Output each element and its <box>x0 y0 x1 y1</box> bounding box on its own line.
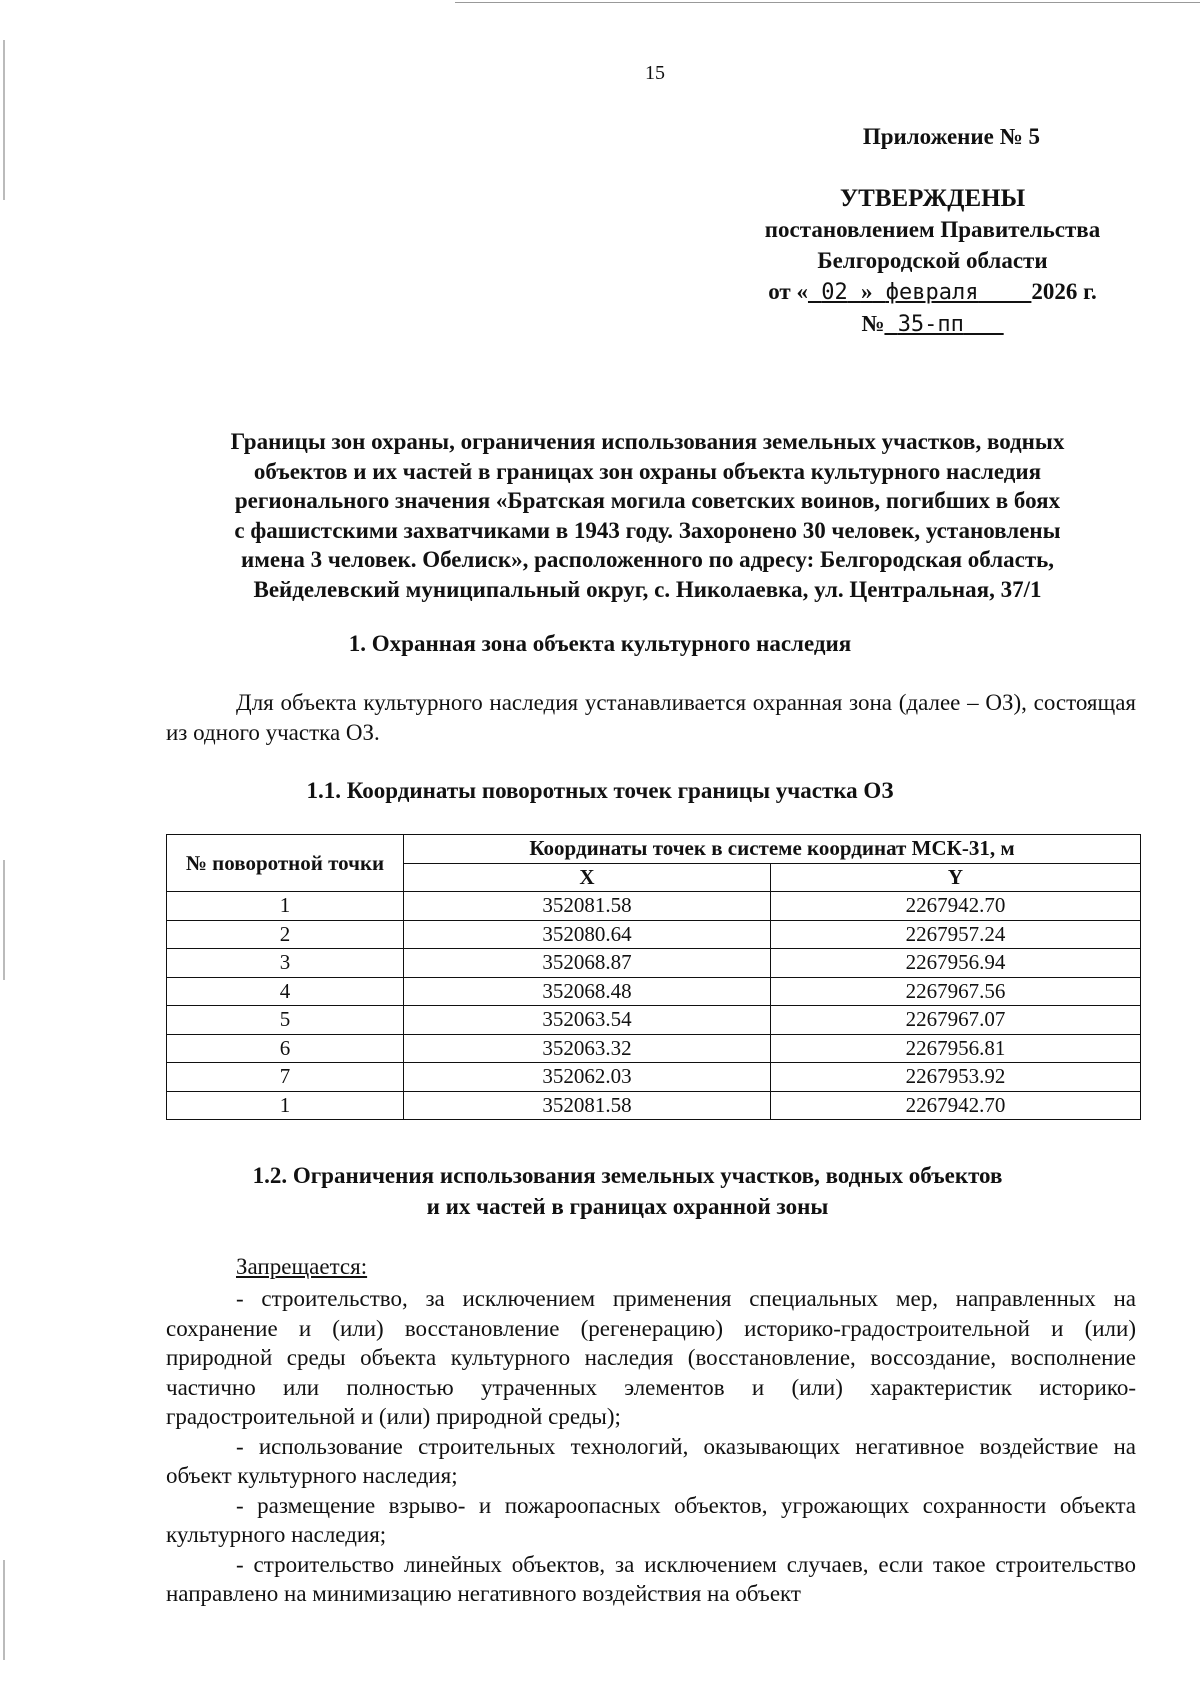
cell-x: 352068.87 <box>404 949 771 978</box>
cell-point: 5 <box>167 1006 404 1035</box>
title-line: имена 3 человек. Обелиск», расположенного по адресу: Белгородская область, <box>240 547 1055 572</box>
approval-title: УТВЕРЖДЕНЫ <box>839 185 1026 212</box>
cell-x: 352062.03 <box>404 1063 771 1092</box>
cell-y: 2267957.24 <box>771 920 1141 949</box>
cell-x: 352063.32 <box>404 1034 771 1063</box>
title-line: Границы зон охраны, ограничения использования земельных участков, водных <box>230 429 1065 454</box>
title-line: объектов и их частей в границах зон охраны объекта культурного наследия <box>253 458 1042 484</box>
cell-y: 2267967.07 <box>771 1006 1141 1035</box>
table-row <box>167 1034 1141 1063</box>
scan-top-edge <box>455 2 1200 3</box>
cell-y: 2267967.56 <box>771 977 1141 1006</box>
cell-point: 1 <box>167 892 404 921</box>
appendix-label: Приложение № 5 <box>862 124 1040 149</box>
approval-line: постановлением Правительства <box>764 217 1101 242</box>
section-1-heading: 1. Охранная зона объекта культурного наследия <box>348 631 852 656</box>
number-value: 35-пп <box>897 312 964 337</box>
prohibited-list <box>166 1284 1136 1609</box>
approval-date <box>740 276 1125 308</box>
cell-y: 2267956.81 <box>771 1034 1141 1063</box>
cell-y: 2267956.94 <box>771 949 1141 978</box>
cell-x: 352081.58 <box>404 1091 771 1120</box>
cell-point: 4 <box>167 977 404 1006</box>
list-item: - строительство, за исключением применения специальных мер, направленных на сохранение и (или) восстановление (регенерацию) историко-градостроительной и (или) природной среды объекта культурного наследия (восстановление, воссоздание, восполнение частично или полностью утраченных элементов и (или) характеристик историко-градостроительной и (или) природной среды); <box>166 1286 1136 1429</box>
cell-point: 7 <box>167 1063 404 1092</box>
table-row <box>167 1006 1141 1035</box>
title-line: с фашистскими захватчиками в 1943 году. Захоронено 30 человек, установлены <box>234 517 1061 543</box>
cell-point: 1 <box>167 1091 404 1120</box>
scan-left-edge <box>3 1560 5 1660</box>
date-month: февраля <box>885 280 979 305</box>
coordinates-table <box>166 834 1141 1120</box>
cell-x: 352068.48 <box>404 977 771 1006</box>
table-row <box>167 1063 1141 1092</box>
table-row <box>167 920 1141 949</box>
cell-y: 2267953.92 <box>771 1063 1141 1092</box>
number-prefix: № <box>861 311 885 336</box>
cell-point: 3 <box>167 949 404 978</box>
date-day: 02 <box>821 280 848 305</box>
page-number: 15 <box>645 62 665 84</box>
header-y: Y <box>771 863 1141 892</box>
cell-x: 352080.64 <box>404 920 771 949</box>
table-row <box>167 949 1141 978</box>
cell-x: 352063.54 <box>404 1006 771 1035</box>
title-line: регионального значения «Братская могила советских воинов, погибших в боях <box>234 488 1061 513</box>
table-row <box>167 1091 1141 1120</box>
list-item: - размещение взрыво- и пожароопасных объектов, угрожающих сохранности объекта культурного наследия; <box>166 1492 1136 1547</box>
section-1-2-heading-line: 1.2. Ограничения использования земельных участков, водных объектов <box>252 1163 1003 1188</box>
table-row <box>167 977 1141 1006</box>
list-item: - использование строительных технологий, оказывающих негативное воздействие на объект культурного наследия; <box>166 1433 1136 1488</box>
section-1-text-block <box>166 688 1136 747</box>
document-title <box>150 427 1145 604</box>
approval-line: Белгородской области <box>817 248 1048 273</box>
cell-x: 352081.58 <box>404 892 771 921</box>
section-1-2-heading <box>0 1160 1200 1222</box>
scan-left-edge <box>3 860 5 980</box>
table-header-row <box>167 835 1141 864</box>
cell-y: 2267942.70 <box>771 892 1141 921</box>
section-1-text: Для объекта культурного наследия устанавливается охранная зона (далее – ОЗ), состоящая из одного участка ОЗ. <box>166 690 1136 745</box>
prohibited-label: Запрещается: <box>236 1254 368 1279</box>
table-row <box>167 892 1141 921</box>
approval-number <box>740 308 1125 340</box>
cell-y: 2267942.70 <box>771 1091 1141 1120</box>
approval-block <box>740 183 1125 340</box>
header-point-number: № поворотной точки <box>167 835 404 892</box>
date-mid: » <box>860 279 873 304</box>
header-x: X <box>404 863 771 892</box>
header-coordinates: Координаты точек в системе координат МСК-31, м <box>404 835 1141 864</box>
section-1-1-heading: 1.1. Координаты поворотных точек границы участка ОЗ <box>306 778 894 803</box>
cell-point: 2 <box>167 920 404 949</box>
cell-point: 6 <box>167 1034 404 1063</box>
date-prefix: от « <box>768 279 808 304</box>
date-year: 2026 г. <box>1031 279 1097 304</box>
list-item: - строительство линейных объектов, за исключением случаев, если такое строительство направлено на минимизацию негативного воздействия на объект <box>166 1551 1136 1606</box>
title-line: Вейделевский муниципальный округ, с. Николаевка, ул. Центральная, 37/1 <box>253 576 1042 602</box>
section-1-2-heading-line: и их частей в границах охранной зоны <box>426 1194 829 1219</box>
